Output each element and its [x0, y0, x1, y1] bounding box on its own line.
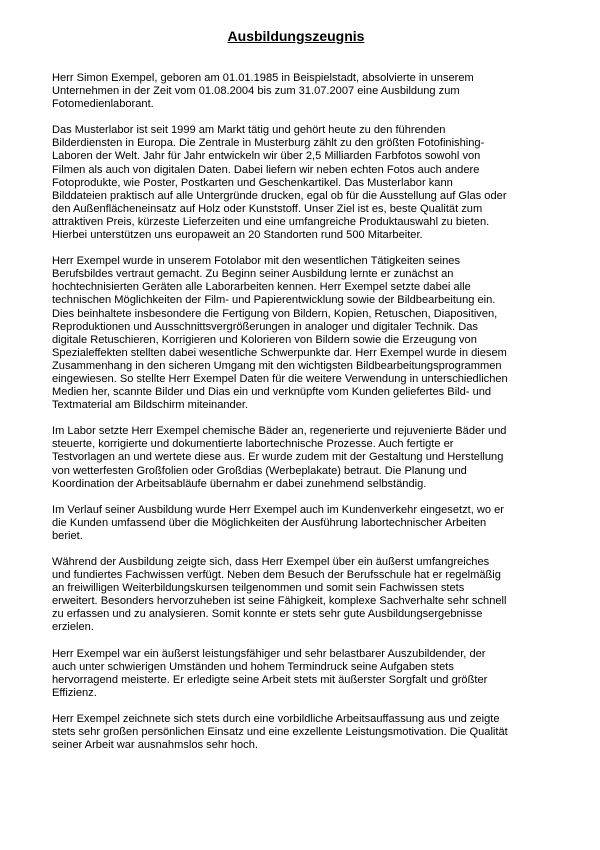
paragraph-line: hervorragend meisterte. Er erledigte seine Arbeit stets mit äußerster Sorgfalt und größter	[52, 673, 488, 686]
paragraph-line: die Kunden umfassend über die Möglichkeiten der Ausführung labortechnischer Arbeiten	[52, 516, 487, 529]
body-paragraph	[52, 713, 570, 752]
paragraph-line: technischen Möglichkeiten der Film- und Papierentwicklung sowie der Bildbearbeitung ein.	[52, 294, 496, 307]
paragraph-line: Dies beinhaltete insbesondere die Fertigung von Bildern, Kopien, Retuschen, Diapositiven,	[52, 307, 498, 320]
paragraph-line: erzielen.	[52, 621, 94, 634]
body-paragraph	[52, 648, 570, 700]
paragraph-line: digitale Retuschieren, Korrigieren und Kolorieren von Bildern sowie die Erzeugung von	[52, 333, 477, 346]
paragraph-line: Textmaterial am Bildschirm miteinander.	[52, 399, 249, 412]
paragraph-line: Während der Ausbildung zeigte sich, dass Herr Exempel über ein äußerst umfangreiches	[52, 556, 490, 568]
paragraph-line: Reproduktionen und Ausschnittsvergrößerungen in analoger und digitaler Technik. Das	[52, 320, 478, 333]
paragraph-line: den Außenflächeneinsatz auf Holz oder Kunststoff. Unser Ziel ist es, beste Qualität zum	[52, 202, 483, 215]
paragraph-line: Zusammenhang in den sicheren Umgang mit den wichtigsten Bildbearbeitungsprogrammen	[52, 359, 502, 372]
body-paragraph	[52, 425, 570, 490]
paragraph-line: Effizienz.	[52, 686, 97, 699]
paragraph-line: Fotoprodukte, wie Poster, Postkarten und Geschenkartikel. Das Musterlabor kann	[52, 176, 453, 189]
paragraph-line: Unternehmen in der Zeit vom 01.08.2004 bis zum 31.07.2007 eine Ausbildung zum	[52, 85, 460, 98]
body-paragraph	[52, 504, 570, 543]
paragraph-line: beriet.	[52, 529, 83, 542]
paragraph-line: Filmen als auch von digitalen Daten. Dabei liefern wir neben echten Fotos auch andere	[52, 163, 480, 176]
paragraph-line: auch unter schwierigen Umständen und hohem Termindruck seine Aufgaben stets	[52, 660, 454, 673]
body-paragraph	[52, 556, 570, 635]
paragraph-line: an freiwilligen Weiterbildungskursen teilgenommen und somit sein Fachwissen stets	[52, 582, 465, 595]
paragraph-line: Herr Simon Exempel, geboren am 01.01.1985 in Beispielstadt, absolvierte in unserem	[52, 72, 474, 84]
paragraph-line: Herr Exempel wurde in unserem Fotolabor mit den wesentlichen Tätigkeiten seines	[52, 255, 460, 268]
paragraph-line: Bilddateien praktisch auf alle Untergründe drucken, egal ob für die Ausstellung auf Glas oder	[52, 189, 507, 202]
paragraph-line: Herr Exempel zeichnete sich stets durch eine vorbildliche Arbeitsauffassung aus und zeigte	[52, 712, 500, 725]
paragraph-line: eingewiesen. So stellte Herr Exempel Daten für die weitere Verwendung in unterschiedlichen	[52, 372, 508, 385]
paragraph-line: steuerte, korrigierte und dokumentierte labortechnische Prozesse. Auch fertigte er	[52, 438, 454, 451]
paragraph-line: Im Labor setzte Herr Exempel chemische Bäder an, regenerierte und rejuvenierte Bäder und	[52, 425, 507, 438]
paragraph-line: stets sehr großen persönlichen Einsatz und eine exzellente Leistungsmotivation. Die Qualität	[52, 726, 508, 739]
paragraph-line: Fotomedienlaborant.	[52, 98, 154, 111]
paragraph-line: Herr Exempel war ein äußerst leistungsfähiger und sehr belastbarer Auszubildender, der	[52, 647, 486, 660]
paragraph-line: Berufsbildes vertraut gemacht. Zu Beginn seiner Ausbildung lernte er zunächst an	[52, 268, 454, 281]
paragraph-line: Hierbei unterstützen uns europaweit an 20 Standorten rund 500 Mitarbeiter.	[52, 229, 423, 242]
body-paragraph	[52, 124, 570, 242]
paragraph-line: von wetterfesten Großfolien oder Großdias (Werbeplakate) betraut. Die Planung und	[52, 464, 467, 477]
paragraph-line: seiner Arbeit war ausnahmslos sehr hoch.	[52, 739, 258, 752]
paragraph-line: hochtechnisierten Geräten alle Laborarbeiten kennen. Herr Exempel setzte dabei alle	[52, 281, 471, 294]
paragraph-line: Laboren der Welt. Jahr für Jahr entwickeln wir über 2,5 Milliarden Farbfotos sowohl von	[52, 150, 481, 163]
paragraph-line: Im Verlauf seiner Ausbildung wurde Herr Exempel auch im Kundenverkehr eingesetzt, wo er	[52, 503, 504, 516]
paragraph-line: Spezialeffekten stellten dabei wesentliche Schwerpunkte dar. Herr Exempel wurde in diesem	[52, 346, 507, 359]
paragraph-line: Testvorlagen an und wertete diese aus. Er wurde zudem mit der Gestaltung und Herstellung	[52, 451, 504, 464]
body-paragraph	[52, 72, 570, 111]
document-title: Ausbildungszeugnis	[227, 28, 365, 44]
paragraph-line: Medien her, scannte Bilder und Dias ein und verknüpfte vom Kunden geliefertes Bild- und	[52, 386, 492, 399]
paragraph-line: Koordination der Arbeitsabläufe übernahm er dabei zunehmend selbständig.	[52, 477, 427, 490]
document-body	[52, 72, 570, 765]
body-paragraph	[52, 255, 570, 412]
paragraph-line: und fundiertes Fachwissen verfügt. Neben dem Besuch der Berufsschule hat er regelmäßig	[52, 569, 501, 582]
paragraph-line: Das Musterlabor ist seit 1999 am Markt tätig und gehört heute zu den führenden	[52, 124, 446, 137]
paragraph-line: Bilderdiensten in Europa. Die Zentrale in Musterburg zählt zu den größten Fotofinishing-	[52, 137, 485, 150]
paragraph-line: attraktiven Preis, kürzeste Lieferzeiten und eine umfangreiche Produktauswahl zu bieten.	[52, 215, 490, 228]
paragraph-line: erweitert. Besonders hervorzuheben ist seine Fähigkeit, komplexe Sachverhalte sehr schnell	[52, 595, 507, 608]
paragraph-line: zu erfassen und zu analysieren. Somit konnte er stets sehr gute Ausbildungsergebnisse	[52, 608, 483, 621]
